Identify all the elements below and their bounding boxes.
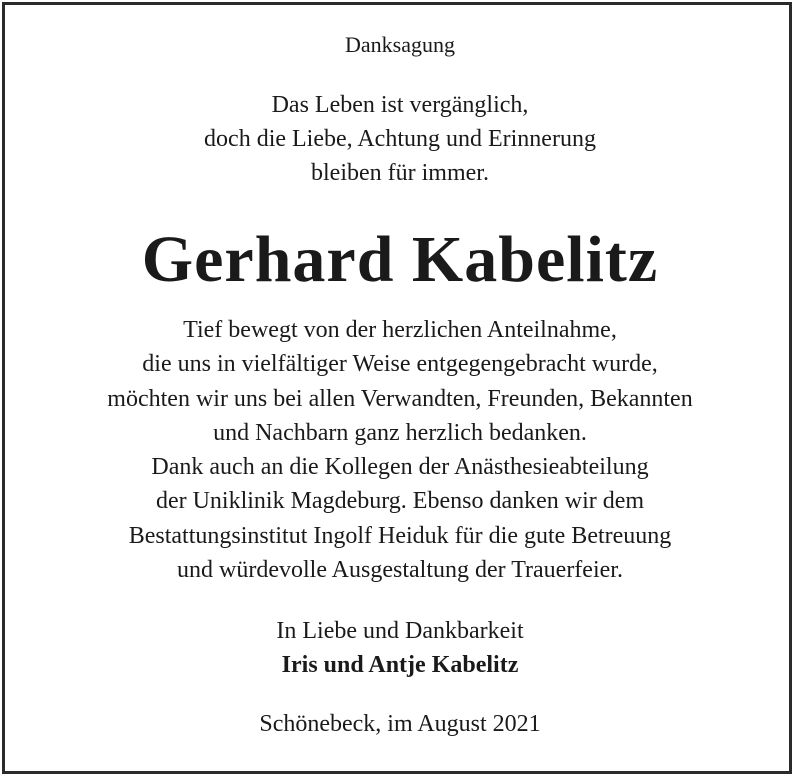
signers-names: Iris und Antje Kabelitz <box>281 652 519 678</box>
thanks-line: Tief bewegt von der herzlichen Anteilnahme, <box>183 317 617 343</box>
closing-phrase: In Liebe und Dankbarkeit <box>276 618 524 644</box>
motto-line: bleiben für immer. <box>311 160 489 186</box>
deceased-name: Gerhard Kabelitz <box>141 223 659 296</box>
motto-line: doch die Liebe, Achtung und Erinnerung <box>204 126 596 152</box>
thanks-line: und Nachbarn ganz herzlich bedanken. <box>213 419 587 446</box>
thanks-line: der Uniklinik Magdeburg. Ebenso danken wir dem <box>155 488 645 515</box>
thanks-line: Dank auch an die Kollegen der Anästhesieabteilung <box>151 454 649 481</box>
thanks-line: Bestattungsinstitut Ingolf Heiduk für die gute Betreuung <box>128 522 672 549</box>
thanks-line: möchten wir uns bei allen Verwandten, Freunden, Bekannten <box>107 385 693 412</box>
motto-line: Das Leben ist vergänglich, <box>271 92 529 118</box>
thanks-line: und würdevolle Ausgestaltung der Trauerfeier. <box>177 557 623 584</box>
thanks-line: die uns in vielfältiger Weise entgegengebracht wurde, <box>142 351 658 378</box>
notice-heading: Danksagung <box>345 32 455 57</box>
motto-text <box>0 88 800 190</box>
place-and-date: Schönebeck, im August 2021 <box>259 711 541 737</box>
thanks-text <box>0 313 800 587</box>
